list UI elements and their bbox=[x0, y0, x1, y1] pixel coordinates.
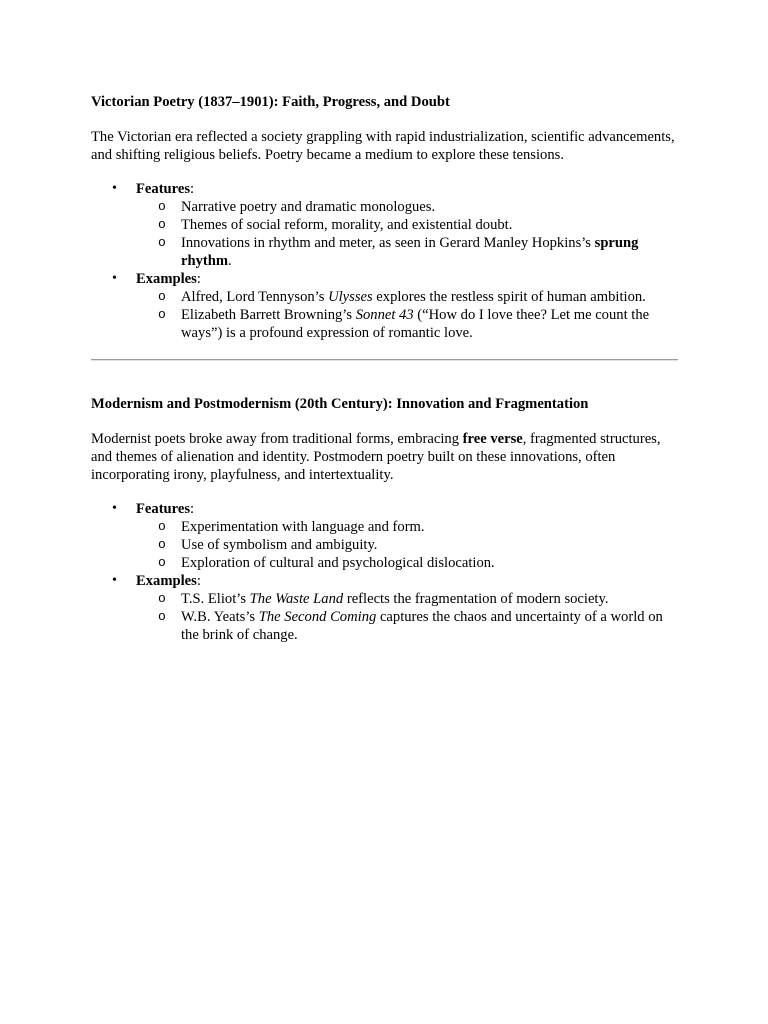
bullet-glyph: • bbox=[112, 271, 117, 286]
section-intro-modernism bbox=[91, 430, 678, 484]
modernism-outline bbox=[91, 500, 678, 644]
feature-text: Innovations in rhythm and meter, as seen in Gerard Manley Hopkins’s bbox=[181, 235, 595, 251]
feature-text: Exploration of cultural and psychological dislocation. bbox=[181, 555, 495, 571]
sub-bullet-glyph: o bbox=[158, 289, 166, 304]
bullet-glyph: • bbox=[112, 181, 117, 196]
features-item bbox=[91, 180, 678, 270]
sub-bullet-glyph: o bbox=[158, 591, 166, 606]
feature-bold-term: sprung rhythm bbox=[181, 235, 639, 269]
example-text-end: (“How do I love thee? Let me count the ways”) is a profound expression of romantic love. bbox=[181, 307, 650, 341]
list-item bbox=[136, 288, 678, 306]
example-text: Elizabeth Barrett Browning’s bbox=[181, 307, 356, 323]
work-title: The Second Coming bbox=[258, 609, 377, 625]
sub-bullet-glyph: o bbox=[158, 537, 166, 552]
example-text-end: captures the chaos and uncertainty of a world on the brink of change. bbox=[181, 609, 663, 643]
examples-item bbox=[91, 572, 678, 644]
features-item bbox=[91, 500, 678, 572]
feature-text: Use of symbolism and ambiguity. bbox=[181, 537, 378, 553]
bullet-glyph: • bbox=[112, 573, 117, 588]
list-item bbox=[136, 306, 678, 342]
sub-bullet-glyph: o bbox=[158, 235, 166, 250]
list-item bbox=[136, 536, 678, 554]
sub-bullet-glyph: o bbox=[158, 307, 166, 322]
list-item bbox=[136, 234, 678, 270]
feature-text-end: . bbox=[228, 253, 232, 269]
section-intro-victorian: The Victorian era reflected a society grappling with rapid industrialization, scientific advancements, and shifting religious beliefs. Poetry became a medium to explore these tensions. bbox=[91, 129, 675, 163]
sub-bullet-glyph: o bbox=[158, 609, 166, 624]
example-text: T.S. Eliot’s bbox=[181, 591, 250, 607]
examples-list bbox=[136, 288, 678, 342]
bullet-glyph: • bbox=[112, 501, 117, 516]
section-heading-modernism: Modernism and Postmodernism (20th Century): Innovation and Fragmentation bbox=[91, 396, 589, 412]
intro-text-end: , fragmented structures, and themes of alienation and identity. Postmodern poetry built on these innovations, often incorporating irony, playfulness, and intertextuality. bbox=[91, 431, 661, 483]
list-item bbox=[136, 590, 678, 608]
document-page bbox=[91, 93, 678, 644]
feature-text: Experimentation with language and form. bbox=[181, 519, 425, 535]
features-label: Features bbox=[136, 181, 191, 197]
intro-text: Modernist poets broke away from traditional forms, embracing bbox=[91, 431, 463, 447]
feature-text: Themes of social reform, morality, and existential doubt. bbox=[181, 217, 513, 233]
sub-bullet-glyph: o bbox=[158, 199, 166, 214]
list-item bbox=[136, 216, 678, 234]
horizontal-divider bbox=[91, 359, 678, 361]
features-list bbox=[136, 518, 678, 572]
example-text-end: reflects the fragmentation of modern society. bbox=[343, 591, 609, 607]
intro-bold-term: free verse bbox=[462, 431, 523, 447]
example-text: W.B. Yeats’s bbox=[181, 609, 259, 625]
features-label: Features bbox=[136, 501, 191, 517]
example-text-end: explores the restless spirit of human ambition. bbox=[372, 289, 646, 305]
sub-bullet-glyph: o bbox=[158, 555, 166, 570]
features-list bbox=[136, 198, 678, 270]
label-colon: : bbox=[196, 573, 201, 589]
list-item bbox=[136, 518, 678, 536]
section-heading-victorian: Victorian Poetry (1837–1901): Faith, Progress, and Doubt bbox=[91, 94, 450, 110]
examples-label: Examples bbox=[136, 271, 197, 287]
label-colon: : bbox=[190, 501, 195, 517]
example-text: Alfred, Lord Tennyson’s bbox=[181, 289, 329, 305]
list-item bbox=[136, 554, 678, 572]
work-title: Sonnet 43 bbox=[355, 307, 414, 323]
examples-list bbox=[136, 590, 678, 644]
sub-bullet-glyph: o bbox=[158, 519, 166, 534]
work-title: The Waste Land bbox=[249, 591, 344, 607]
sub-bullet-glyph: o bbox=[158, 217, 166, 232]
examples-label: Examples bbox=[136, 573, 197, 589]
label-colon: : bbox=[190, 181, 195, 197]
label-colon: : bbox=[196, 271, 201, 287]
work-title: Ulysses bbox=[328, 289, 373, 305]
feature-text: Narrative poetry and dramatic monologues. bbox=[181, 199, 436, 215]
list-item bbox=[136, 608, 678, 644]
victorian-outline bbox=[91, 180, 678, 342]
examples-item bbox=[91, 270, 678, 342]
list-item bbox=[136, 198, 678, 216]
